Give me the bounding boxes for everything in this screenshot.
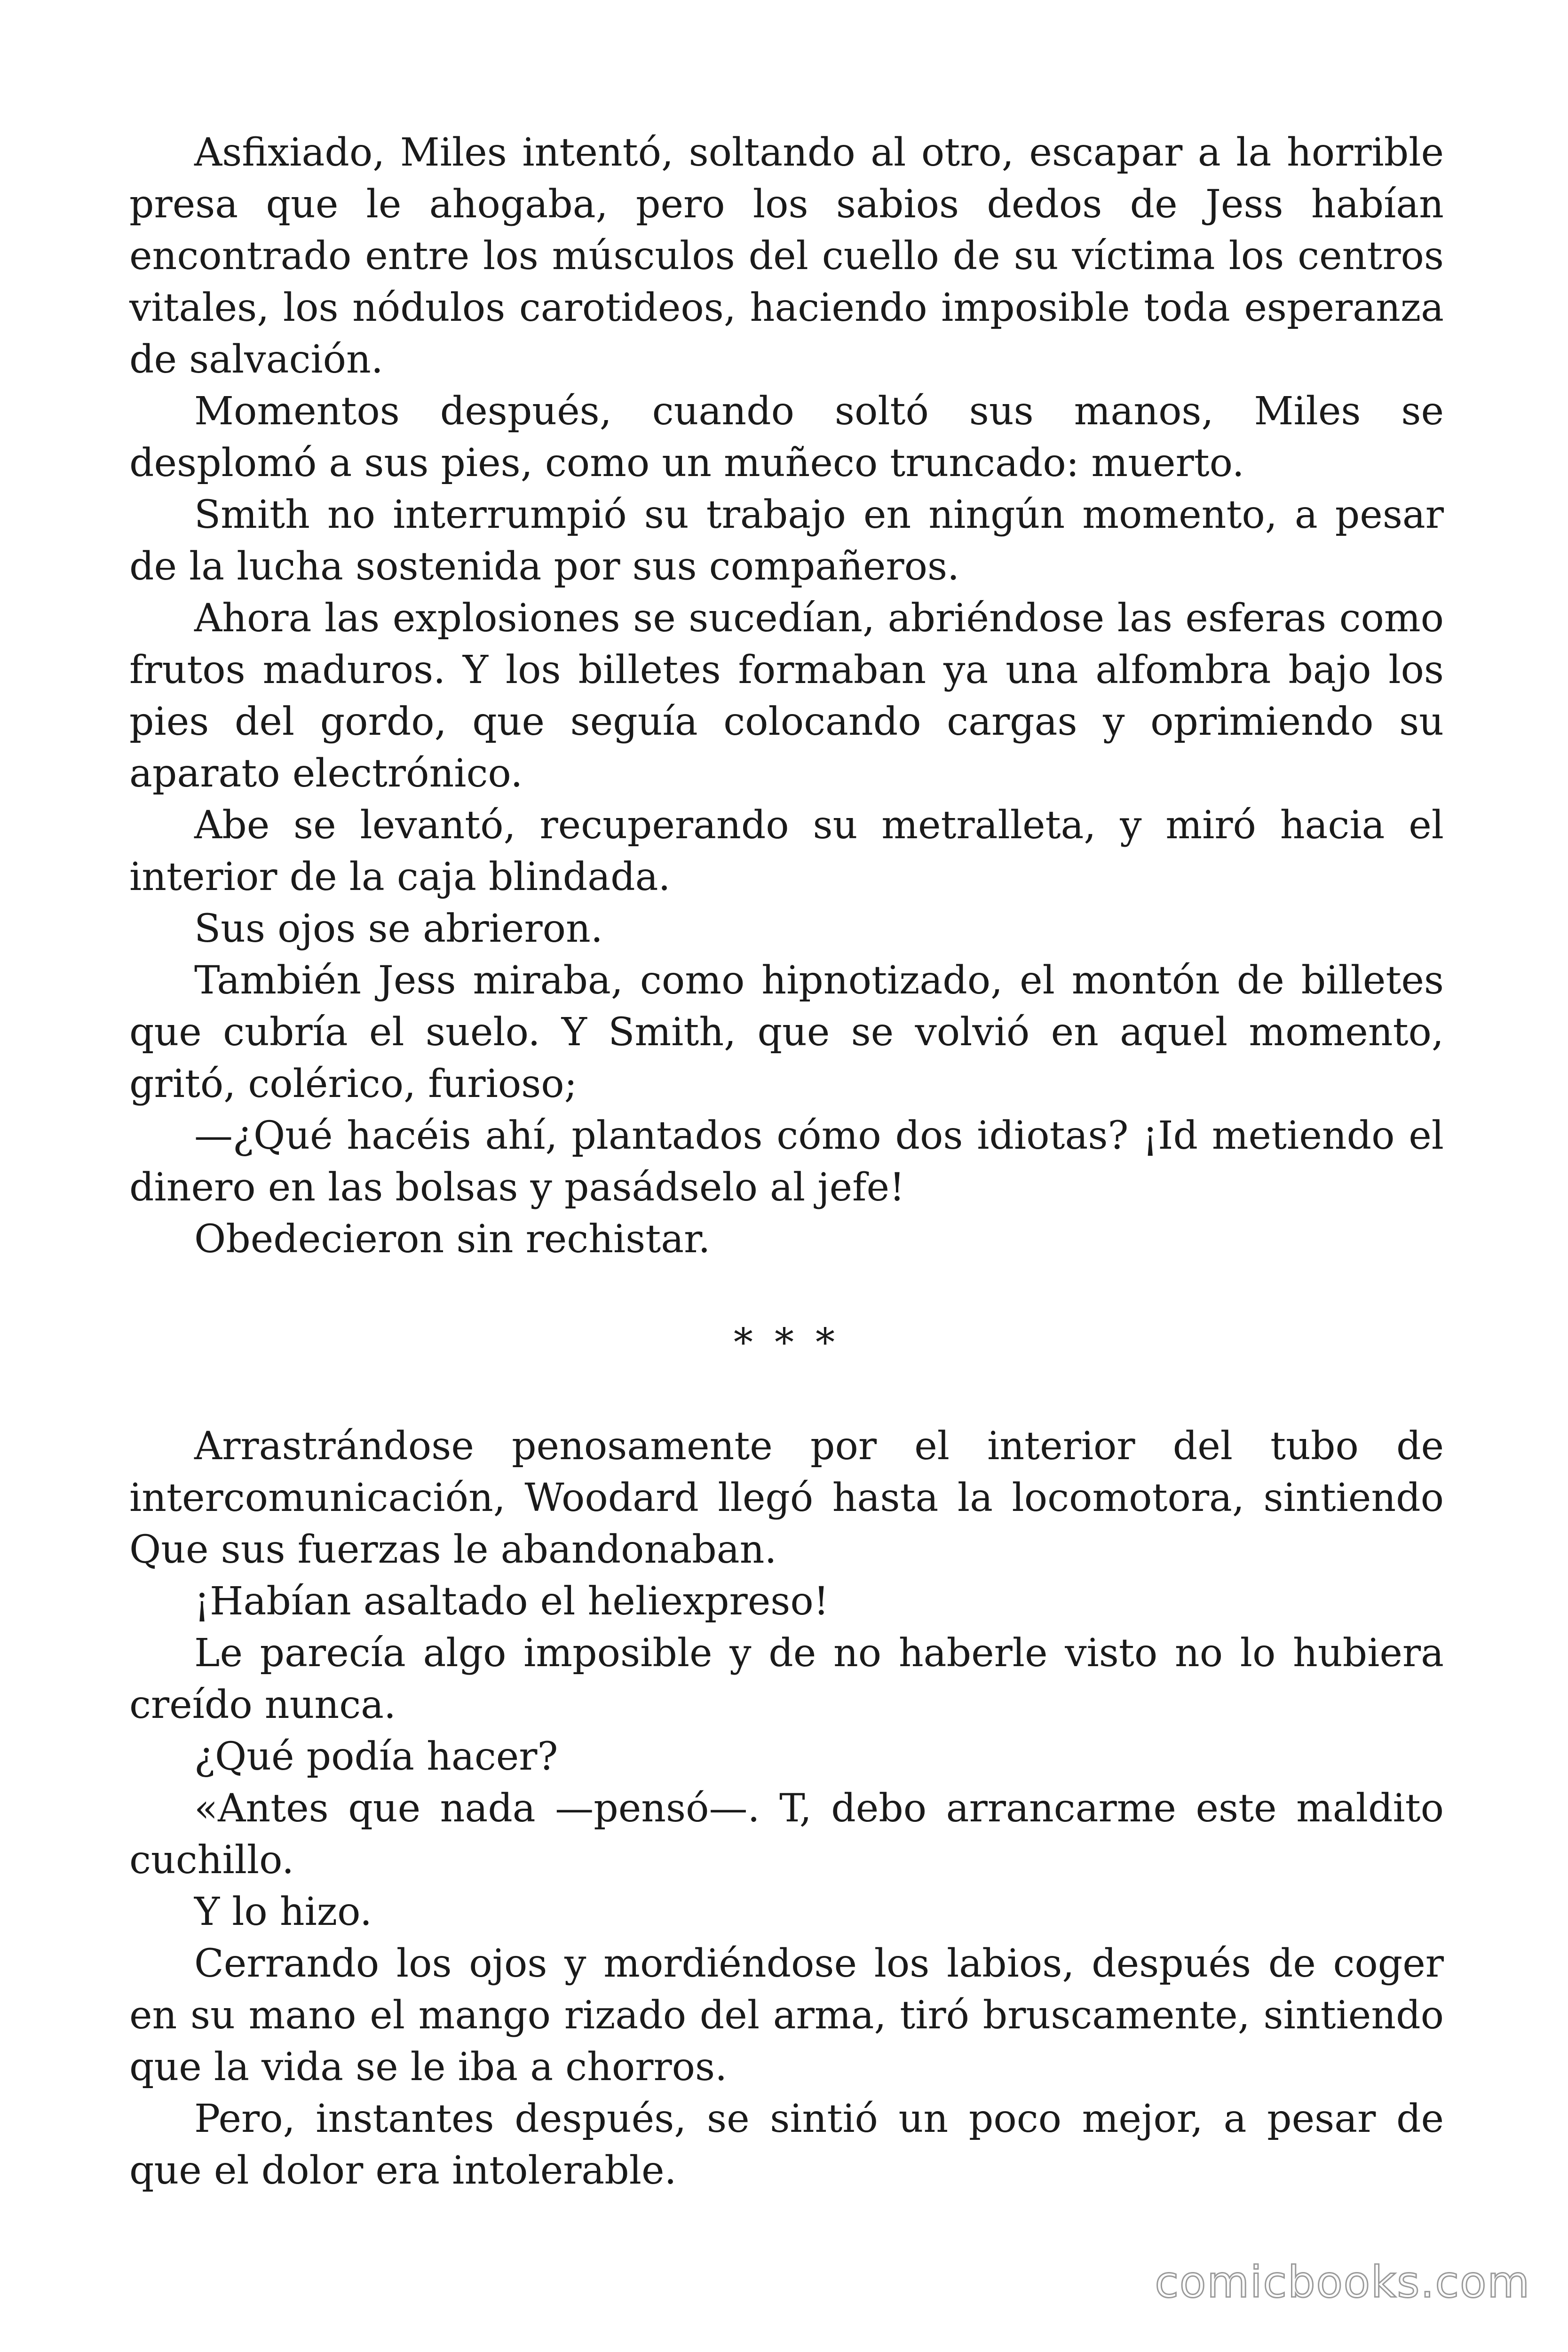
paragraph: Cerrando los ojos y mordiéndose los labios, después de coger en su mano el mango rizado del arma, tiró bruscamente, sintiendo que la vida se le iba a chorros. bbox=[129, 1941, 1444, 2090]
section-break: * * * bbox=[733, 1320, 840, 1365]
paragraph: Ahora las explosiones se sucedían, abriéndose las esferas como frutos maduros. Y los billetes formaban ya una alfombra bajo los pies del gordo, que seguía colocando cargas y oprimiendo su aparato electrónico. bbox=[129, 596, 1444, 796]
paragraph: Momentos después, cuando soltó sus manos, Miles se desplomó a sus pies, como un muñeco truncado: muerto. bbox=[129, 389, 1444, 485]
paragraph: Arrastrándose penosamente por el interior del tubo de intercomunicación, Woodard llegó hasta la locomotora, sintiendo Que sus fuerzas le abandonaban. bbox=[129, 1424, 1444, 1572]
paragraph: Smith no interrumpió su trabajo en ningún momento, a pesar de la lucha sostenida por sus compañeros. bbox=[129, 493, 1444, 589]
paragraph: —¿Qué hacéis ahí, plantados cómo dos idiotas? ¡Id metiendo el dinero en las bolsas y pasádselo al jefe! bbox=[129, 1113, 1444, 1210]
paragraph: Sus ojos se abrieron. bbox=[194, 906, 603, 951]
paragraph: Le parecía algo imposible y de no haberle visto no lo hubiera creído nunca. bbox=[129, 1631, 1444, 1727]
paragraph: También Jess miraba, como hipnotizado, el montón de billetes que cubría el suelo. Y Smith, que se volvió en aquel momento, gritó, colérico, furioso; bbox=[129, 958, 1444, 1106]
paragraph: Obedecieron sin rechistar. bbox=[194, 1217, 711, 1262]
watermark: comicbooks.com bbox=[1155, 2257, 1530, 2307]
paragraph: Y lo hizo. bbox=[194, 1890, 372, 1934]
paragraph: Pero, instantes después, se sintió un poco mejor, a pesar de que el dolor era intolerable. bbox=[129, 2097, 1444, 2193]
paragraph: ¡Habían asaltado el heliexpreso! bbox=[194, 1579, 829, 1624]
book-page-text bbox=[129, 127, 1444, 2197]
paragraph: «Antes que nada —pensó—. T, debo arrancarme este maldito cuchillo. bbox=[129, 1786, 1444, 1883]
paragraph: Asfixiado, Miles intentó, soltando al otro, escapar a la horrible presa que le ahogaba, pero los sabios dedos de Jess habían encontrado entre los músculos del cuello de su víctima los centros vitales, los nódulos carotideos, haciendo imposible toda esperanza de salvación. bbox=[129, 130, 1444, 382]
paragraph: Abe se levantó, recuperando su metralleta, y miró hacia el interior de la caja blindada. bbox=[129, 803, 1444, 899]
paragraph: ¿Qué podía hacer? bbox=[194, 1734, 558, 1779]
